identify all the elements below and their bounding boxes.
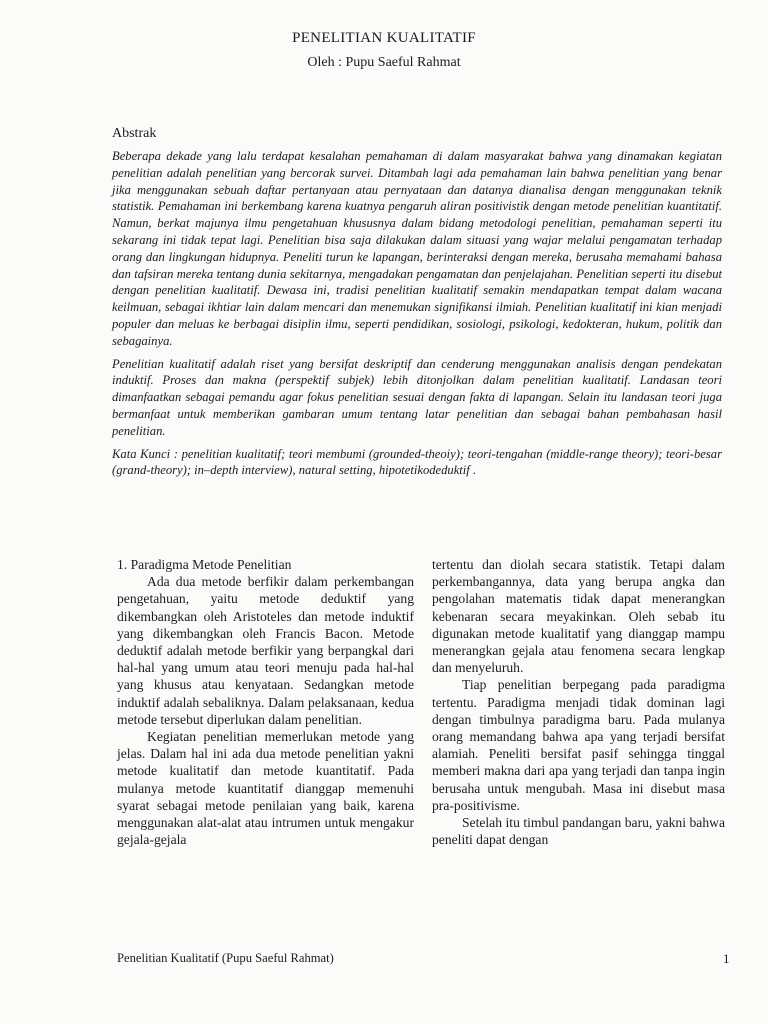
author-line: Oleh : Pupu Saeful Rahmat	[307, 55, 461, 70]
page-number: 1	[723, 951, 730, 966]
left-column	[117, 556, 414, 848]
abstract-paragraph: Beberapa dekade yang lalu terdapat kesalahan pemahaman di dalam masyarakat bahwa yang dinamakan kegiatan penelitian adalah penelitian yang bercorak survei. Ditambah lagi ada pemahaman lain bahwa penelitian yang benar jika menggunakan sebuah daftar pertanyaan atau pernyataan dan datanya dianalisa dengan menggunakan teknik statistik. Pemahaman ini berkembang karena kuatnya pengaruh aliran positivistik dengan metode penelitian kuantitatif. Namun, berkat majunya ilmu pengetahuan khususnya dalam bidang metodologi penelitian, pemahaman seperti itu sekarang ini tidak tepat lagi. Penelitian bisa saja dilakukan dalam situasi yang wajar melalui pengamatan terhadap orang dan lingkungan hidupnya. Peneliti turun ke lapangan, berinteraksi dengan mereka, berusaha memahami bahasa dan tafsiran mereka tentang dunia sekitarnya, mengadakan pengamatan dan penjelajahan. Penelitian seperti itu disebut dengan penelitian kualitatif. Dewasa ini, tradisi penelitian kualitatif semakin mendapatkan tempat dalam wacana keilmuan, sebagai ikhtiar lain dalam mencari dan menemukan signifikansi ilmiah. Penelitian kualitatif ini kian menjadi populer dan meluas ke berbagai disiplin ilmu, seperti pendidikan, sosiologi, psikologi, kedokteran, hukum, politik dan sebagainya.	[112, 149, 722, 348]
body-paragraph: tertentu dan diolah secara statistik. Tetapi dalam perkembangannya, data yang berupa angka dan pengolahan matematis tidak dapat menerangkan kebenaran secara meyakinkan. Oleh sebab itu digunakan metode kualitatif yang dianggap mampu menerangkan gejala atau fenomena secara lengkap dan menyeluruh.	[432, 557, 725, 676]
abstract-paragraph: Penelitian kualitatif adalah riset yang bersifat deskriptif dan cenderung menggunakan analisis dengan pendekatan induktif. Proses dan makna (perspektif subjek) lebih ditonjolkan dalam penelitian kualitatif. Landasan teori dimanfaatkan sebagai pemandu agar fokus penelitian sesuai dengan fakta di lapangan. Selain itu landasan teori juga bermanfaat untuk memberikan gambaran umum tentang latar penelitian dan sebagai bahan pembahasan hasil penelitian.	[112, 356, 722, 438]
running-footer: Penelitian Kualitatif (Pupu Saeful Rahmat)	[117, 951, 334, 965]
paper-title: PENELITIAN KUALITATIF	[292, 30, 476, 46]
abstract-body	[112, 148, 722, 485]
keywords: Kata Kunci : penelitian kualitatif; teori membumi (grounded-theoiy); teori-tengahan (middle-range theory); teori-besar (grand-theory); in–depth interview), natural setting, hipotetikodeduktif .	[112, 446, 722, 478]
body-paragraph: Kegiatan penelitian memerlukan metode yang jelas. Dalam hal ini ada dua metode penelitian yakni metode kualitatif dan metode kuantitatif. Pada mulanya metode kuantitatif dianggap memenuhi syarat sebagai metode penilaian yang baik, karena menggunakan alat-alat atau intrumen untuk mengakur gejala-gejala	[117, 729, 414, 848]
body-paragraph: Ada dua metode berfikir dalam perkembangan pengetahuan, yaitu metode deduktif yang dikembangkan oleh Aristoteles dan metode induktif yang dikembangkan oleh Francis Bacon. Metode deduktif adalah metode berfikir yang berpangkal dari hal-hal yang umum atau teori menuju pada hal-hal yang khusus atau kenyataan. Sedangkan metode induktif adalah sebaliknya. Dalam pelaksanaan, kedua metode tersebut diperlukan dalam penelitian.	[117, 574, 414, 727]
section-heading: 1. Paradigma Metode Penelitian	[117, 557, 292, 572]
body-paragraph: Tiap penelitian berpegang pada paradigma tertentu. Paradigma menjadi tidak dominan lagi dengan timbulnya paradigma baru. Pada mulanya orang memandang bahwa apa yang terjadi bersifat alamiah. Peneliti bersifat pasif sehingga tinggal memberi makna dari apa yang terjadi dan tanpa ingin berusaha untuk mengubah. Masa ini disebut masa pra-positivisme.	[432, 677, 725, 813]
body-paragraph: Setelah itu timbul pandangan baru, yakni bahwa peneliti dapat dengan	[432, 815, 725, 848]
right-column	[432, 556, 725, 848]
abstract-heading: Abstrak	[112, 126, 157, 141]
